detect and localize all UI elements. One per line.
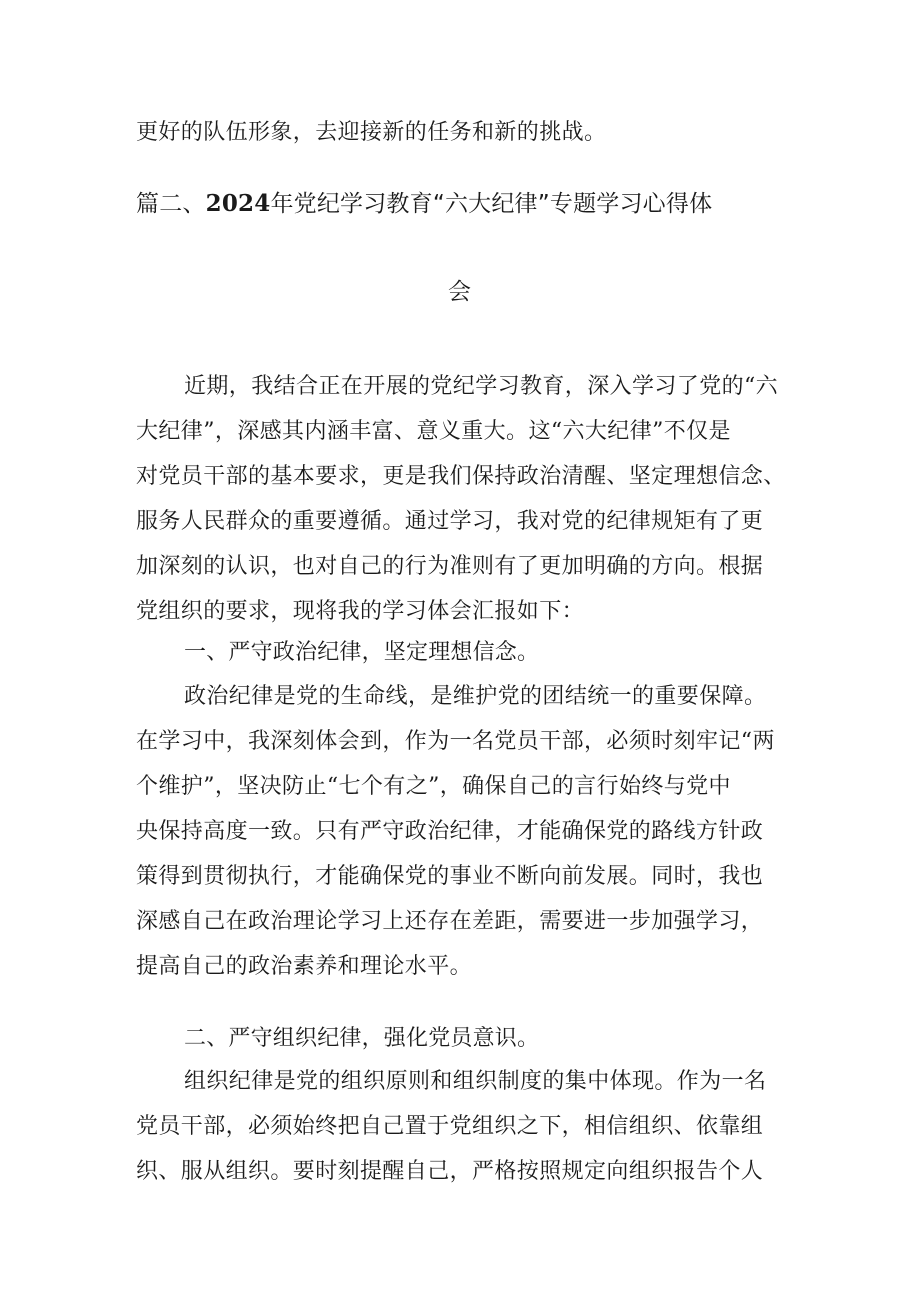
- document-title-line-1: [136, 188, 712, 220]
- intro-line: 加深刻的认识，也对自己的行为准则有了更加明确的方向。根据: [136, 554, 764, 579]
- section-1-heading: 一、严守政治纪律，坚定理想信念。: [184, 640, 540, 665]
- section-1-line: 个维护”，坚决防止“七个有之”，确保自己的言行始终与党中: [136, 774, 731, 799]
- title-year: 2024: [205, 190, 271, 217]
- section-1-line: 在学习中，我深刻体会到，作为一名党员干部，必须时刻牢记“两: [136, 729, 775, 754]
- carryover-line: 更好的队伍形象，去迎接新的任务和新的挑战。: [136, 120, 607, 145]
- intro-line: 党组织的要求，现将我的学习体会汇报如下：: [136, 599, 585, 624]
- section-1-line: 策得到贯彻执行，才能确保党的事业不断向前发展。同时，我也: [136, 864, 764, 889]
- intro-line: 近期，我结合正在开展的党纪学习教育，深入学习了党的“六: [184, 374, 779, 399]
- intro-line: 大纪律”，深感其内涵丰富、意义重大。这“六大纪律”不仅是: [136, 419, 731, 444]
- title-rest: 年党纪学习教育“六大纪律”专题学习心得体: [270, 191, 713, 217]
- intro-line: 服务人民群众的重要遵循。通过学习，我对党的纪律规矩有了更: [136, 509, 764, 534]
- section-1-line: 深感自己在政治理论学习上还存在差距，需要进一步加强学习，: [136, 909, 764, 934]
- document-title-line-2: 会: [448, 279, 472, 305]
- section-2-heading: 二、严守组织纪律，强化党员意识。: [184, 1026, 540, 1051]
- section-2-line: 党员干部，必须始终把自己置于党组织之下，相信组织、依靠组: [136, 1114, 764, 1139]
- section-1-line: 政治纪律是党的生命线，是维护党的团结统一的重要保障。: [184, 684, 767, 709]
- title-prefix: 篇二、: [136, 191, 206, 217]
- section-1-line: 提高自己的政治素养和理论水平。: [136, 954, 473, 979]
- intro-line: 对党员干部的基本要求，更是我们保持政治清醒、坚定理想信念、: [136, 464, 786, 489]
- section-1-line: 央保持高度一致。只有严守政治纪律，才能确保党的路线方针政: [136, 819, 764, 844]
- section-2-line: 织、服从组织。要时刻提醒自己，严格按照规定向组织报告个人: [136, 1159, 764, 1184]
- section-2-line: 组织纪律是党的组织原则和组织制度的集中体现。作为一名: [184, 1069, 767, 1094]
